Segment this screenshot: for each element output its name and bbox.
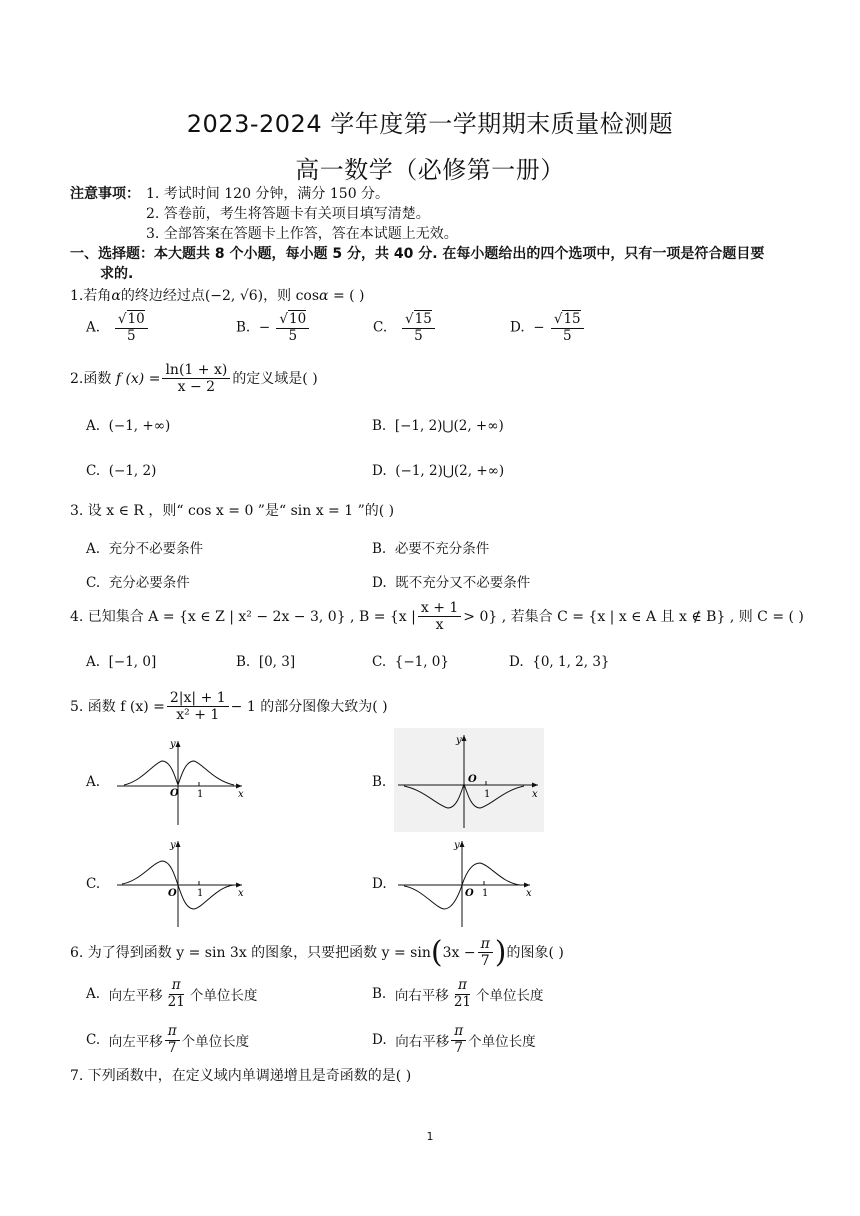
graph-d-y-label: y — [454, 840, 460, 851]
notice-item-3: 3. 全部答案在答题卡上作答，答在本试题上无效。 — [146, 226, 458, 242]
question-6: 6. 为了得到函数 y = sin 3x 的图象，只要把函数 y = sin ( 3x − $\frac{\pi}{7}$ ) 的图象( ) — [70, 934, 564, 970]
graph-c-origin: O — [168, 888, 177, 899]
q2-option-a[interactable]: A. (−1, +∞) — [86, 418, 171, 434]
q3-option-d[interactable]: D. 既不充分又不必要条件 — [372, 575, 531, 591]
exam-title: 2023-2024 学年度第一学期期末质量检测题 — [186, 110, 674, 138]
q5-graph-d[interactable] — [394, 835, 544, 931]
q2-option-b[interactable]: B. [−1, 2)⋃(2, +∞) — [372, 418, 504, 434]
q4-option-d[interactable]: D. {0, 1, 2, 3} — [509, 654, 610, 670]
q1-option-b[interactable]: B. − $\frac{√10}{5}$ — [236, 312, 311, 344]
q6-option-c[interactable]: C. 向左平移 $\frac{\pi}{7}$ 个单位长度 — [86, 1023, 250, 1056]
q4-option-c[interactable]: C. {−1, 0} — [372, 654, 449, 670]
q1-option-d[interactable]: D. − $\frac{√15}{5}$ — [510, 312, 586, 344]
q6-option-d[interactable]: D. 向右平移 $\frac{\pi}{7}$ 个单位长度 — [372, 1023, 536, 1056]
q6-option-b[interactable]: B. 向右平移 $\frac{\pi}{21}$ 个单位长度 — [372, 977, 544, 1010]
graph-d-tick: 1 — [482, 888, 489, 899]
graph-b-tick: 1 — [484, 789, 491, 800]
q3-option-b[interactable]: B. 必要不充分条件 — [372, 541, 490, 557]
graph-a-origin: O — [170, 788, 179, 799]
section-heading-cont: 求的. — [100, 266, 134, 282]
q4-option-a[interactable]: A. [−1, 0] — [86, 654, 157, 670]
question-3: 3. 设 x ∈ R ，则“ cos x = 0 ”是“ sin x = 1 ”的( ) — [70, 503, 395, 519]
graph-a-y-label: y — [170, 739, 176, 750]
notice-item-2: 2. 答卷前，考生将答题卡有关项目填写清楚。 — [146, 206, 430, 222]
q4-option-b[interactable]: B. [0, 3] — [236, 654, 296, 670]
graph-c-x-label: x — [238, 888, 244, 899]
graph-d-origin: O — [465, 888, 474, 899]
q5-graph-c[interactable] — [112, 835, 252, 931]
q1-options — [86, 312, 726, 356]
q5-graph-b[interactable] — [394, 728, 544, 832]
q1-option-a[interactable]: A. $\frac{√10}{5}$ — [86, 312, 150, 344]
q1-option-c[interactable]: C. $\frac{√15}{5}$ — [373, 312, 437, 344]
q5-option-a-label[interactable]: A. — [86, 774, 101, 790]
q5-option-d-label[interactable]: D. — [372, 876, 387, 892]
q2-option-c[interactable]: C. (−1, 2) — [86, 463, 157, 479]
notice-item-1: 1. 考试时间 120 分钟，满分 150 分。 — [146, 186, 390, 202]
notice-label: 注意事项： — [70, 186, 140, 202]
graph-b-x-label: x — [532, 789, 538, 800]
graph-a-tick: 1 — [197, 789, 204, 800]
page-number: 1 — [426, 1130, 434, 1143]
graph-a-x-label: x — [238, 789, 244, 800]
q5-graph-a[interactable] — [112, 733, 252, 829]
question-4: 4. 已知集合 A = {x ∈ Z | x² − 2x − 3, 0} , B = {x | $\frac{x + 1}{x}$ > 0} , 若集合 C = {x | x ∈ A 且 x ∉ B} , 则 C = ( ) — [70, 600, 804, 634]
graph-d-x-label: x — [526, 888, 532, 899]
exam-subtitle: 高一数学（必修第一册） — [295, 156, 565, 184]
graph-b-origin: O — [468, 774, 477, 785]
question-2: 2. 函数 f (x) = $\frac{\ln(1 + x)}{x - 2}$ 的定义域是( ) — [70, 362, 318, 396]
graph-c-tick: 1 — [197, 888, 204, 899]
question-7: 7. 下列函数中，在定义域内单调递增且是奇函数的是( ) — [70, 1068, 412, 1084]
graph-b-y-label: y — [456, 735, 462, 746]
q3-option-a[interactable]: A. 充分不必要条件 — [86, 541, 204, 557]
question-1: 1.若角α的终边经过点(−2, √6)，则 cosα = ( ) — [70, 288, 365, 304]
q5-option-b-label[interactable]: B. — [372, 774, 387, 790]
q2-option-d[interactable]: D. (−1, 2)⋃(2, +∞) — [372, 463, 505, 479]
q5-option-c-label[interactable]: C. — [86, 876, 101, 892]
q3-option-c[interactable]: C. 充分必要条件 — [86, 575, 190, 591]
question-5: 5. 函数 f (x) = $\frac{2|x| + 1}{\text{x² + 1}}$ − 1 的部分图像大致为( ) — [70, 690, 388, 724]
q6-option-a[interactable]: A. 向左平移 $\frac{\pi}{21}$ 个单位长度 — [86, 977, 258, 1010]
graph-c-y-label: y — [170, 840, 176, 851]
section-heading: 一、选择题：本大题共 8 个小题，每小题 5 分，共 40 分. 在每小题给出的四个选项中，只有一项是符合题目要 — [70, 246, 765, 262]
